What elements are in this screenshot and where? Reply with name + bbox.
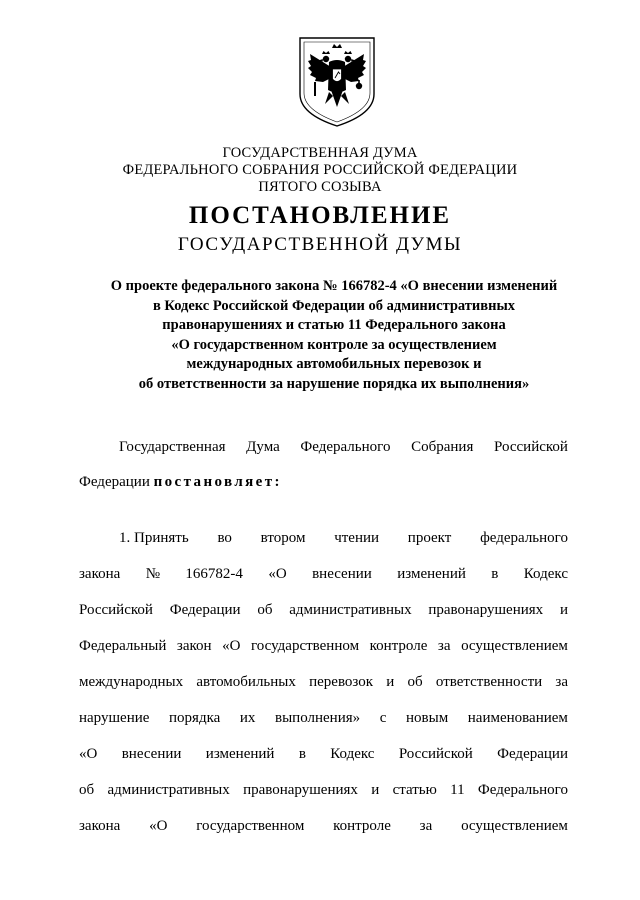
resolution-title [60,277,608,395]
word: закон [176,638,212,654]
intro-line-1 [119,437,568,459]
word: правонарушениях [428,602,544,618]
word: «О [149,818,168,834]
double-headed-eagle-icon [296,34,378,130]
word: закона [79,566,121,582]
word: наименованием [467,710,568,726]
paragraph-1-line [79,600,568,622]
word: их [239,710,256,726]
word: международных [79,674,184,690]
intro-subject-end: Федерации [79,474,154,490]
word: об [257,602,273,618]
word: и [371,782,380,798]
word: и [559,602,568,618]
title-line: правонарушениях и статью 11 Федерального закона [162,317,506,334]
word: контроле [369,638,428,654]
word: перевозок [309,674,374,690]
paragraph-1-line [79,780,568,802]
word: об [79,782,95,798]
issuer-line-2: ФЕДЕРАЛЬНОГО СОБРАНИЯ РОССИЙСКОЙ ФЕДЕРАЦИИ [122,162,518,178]
word: Государственная [119,439,226,455]
word: Федерального [477,782,568,798]
title-line: в Кодекс Российской Федерации об административных [152,297,516,314]
word: внесении [121,746,182,762]
word: осуществлением [461,818,568,834]
word: государственном [196,818,305,834]
word: государственном [250,638,360,654]
word: Российской [398,746,473,762]
word: административных [289,602,412,618]
word: втором [260,530,306,546]
word: 1. Принять [119,530,189,546]
issuer-line-1: ГОСУДАРСТВЕННАЯ ДУМА [222,145,418,161]
title-line: «О государственном контроле за осуществлением [171,336,497,353]
word: автомобильных [196,674,296,690]
word: федерального [480,530,568,546]
word: изменений [205,746,275,762]
document-type-subheading: ГОСУДАРСТВЕННОЙ ДУМЫ [177,234,463,255]
title-line: международных автомобильных перевозок и [186,356,482,373]
word: нарушение [79,710,150,726]
word: ответственности [435,674,543,690]
word: Кодекс [523,566,568,582]
word: Дума [246,439,280,455]
word: Кодекс [330,746,375,762]
issuer-header [0,145,640,196]
word: изменений [397,566,466,582]
word: Федерального [300,439,391,455]
word: в [298,746,306,762]
word: за [419,818,433,834]
word: Федеральный [79,638,167,654]
word: статью [392,782,437,798]
word: проект [407,530,452,546]
word: с [379,710,387,726]
word: «О [79,746,98,762]
paragraph-1-line [79,816,568,838]
word: во [217,530,232,546]
word: «О [222,638,241,654]
word: внесении [312,566,372,582]
word: осуществлением [461,638,568,654]
paragraph-1-line [79,672,568,694]
word: Российской [79,602,153,618]
word: правонарушениях [243,782,358,798]
word: порядка [169,710,221,726]
word: 166782-4 [185,566,243,582]
issuer-line-3: ПЯТОГО СОЗЫВА [258,179,382,195]
title-line: об ответственности за нарушение порядка их выполнения» [138,375,530,392]
word: контроле [333,818,391,834]
word: Федерации [497,746,568,762]
word: за [437,638,451,654]
word: № [145,566,161,582]
document-type-heading: ПОСТАНОВЛЕНИЕ [188,202,452,229]
title-line: О проекте федерального закона № 166782-4 «О внесении изменений [110,278,558,294]
word: Российской [494,439,568,455]
word: административных [107,782,230,798]
coat-of-arms-emblem [296,34,378,130]
intro-line-2 [79,472,282,492]
word: чтении [334,530,380,546]
word: 11 [450,782,465,798]
paragraph-1-line [79,744,568,766]
word: Федерации [169,602,241,618]
paragraph-1-line [79,636,568,658]
word: выполнения» [275,710,361,726]
paragraph-1-line [119,528,568,550]
word: в [491,566,499,582]
word: новым [406,710,449,726]
word: и [386,674,395,690]
word: за [555,674,568,690]
word: закона [79,818,121,834]
word: Собрания [411,439,474,455]
resolves-emphasis: постановляет: [153,474,282,490]
paragraph-1-line [79,564,568,586]
word: об [407,674,423,690]
word: «О [268,566,287,582]
paragraph-1-line [79,708,568,730]
